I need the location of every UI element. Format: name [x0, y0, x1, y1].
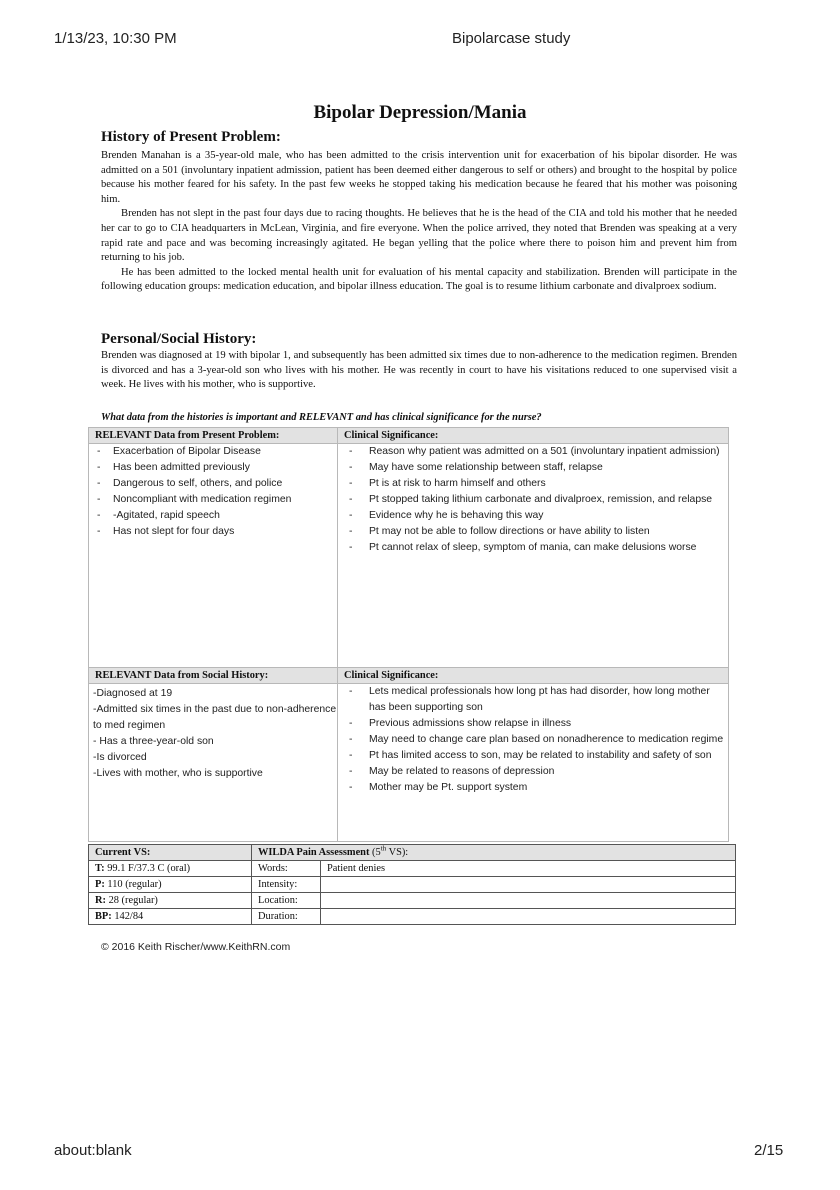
present-table-body — [89, 444, 729, 668]
vs-value: 99.1 F/37.3 C (oral) — [104, 863, 191, 874]
table-header-row — [89, 428, 729, 444]
wilda-subtitle — [372, 844, 409, 858]
present-data-item: - Exacerbation of Bipolar Disease — [89, 444, 337, 460]
present-significance-cell — [338, 444, 729, 668]
social-significance-item: - Lets medical professionals how long pt has had disorder, how long mother has been supporting son — [338, 684, 728, 716]
document-title: Bipolar Depression/Mania — [313, 102, 527, 123]
vs-value: 28 (regular) — [105, 895, 158, 906]
social-data-cell — [89, 684, 338, 842]
relevance-table — [88, 427, 729, 842]
vs-value: 110 (regular) — [104, 879, 162, 890]
pain-value — [321, 893, 736, 909]
social-data-item: -Lives with mother, who is supportive — [93, 768, 263, 779]
present-data-item: - -Agitated, rapid speech — [89, 508, 337, 524]
vs-row — [89, 909, 736, 925]
social-data-item: - Has a three-year-old son — [93, 736, 214, 747]
wilda-sub-post: VS): — [386, 847, 409, 858]
print-footer-page-count: 2/15 — [754, 1142, 784, 1159]
present-data-item: - Dangerous to self, others, and police — [89, 476, 337, 492]
present-significance-item: - Reason why patient was admitted on a 501 (involuntary inpatient admission) — [338, 444, 728, 460]
personal-paragraph: Brenden was diagnosed at 19 with bipolar 1, and subsequently has been admitted six times due to non-adherence to the medication regimen. Brenden is divorced and has a 3-year-old son who lives with his mother. He was recently in court to have his visitations reduced to one supervised visit a week. He lives with his mother, who is supportive. — [101, 350, 737, 391]
present-significance-item: - Pt cannot relax of sleep, symptom of mania, can make delusions worse — [338, 540, 728, 556]
pain-label: Location: — [252, 893, 321, 909]
table-header-row — [89, 668, 729, 684]
present-significance-item: - Pt is at risk to harm himself and others — [338, 476, 728, 492]
wilda-header — [252, 845, 736, 861]
present-significance-item: - Pt may not be able to follow directions or have ability to listen — [338, 524, 728, 540]
present-paragraph: Brenden has not slept in the past four days due to racing thoughts. He believes that he is the head of the CIA and told his mother that he needed her car to go to CIA headquarters in McLean, Virginia, and fire everyone. When the police arrived, they noted that Brenden was speaking at a very rapid rate and pace and was becoming increasingly agitated. He began yelling that the police where there to poison him and prevent him from returning to his job. — [101, 208, 737, 264]
wilda-title: WILDA Pain Assessment — [258, 847, 370, 858]
present-significance-item: - Evidence why he is behaving this way — [338, 508, 728, 524]
vs-cell — [89, 909, 252, 925]
pain-value — [321, 909, 736, 925]
present-problem-text — [101, 149, 737, 295]
vs-value: 142/84 — [111, 911, 144, 922]
wilda-sup: th — [380, 844, 387, 853]
present-significance-header: Clinical Significance: — [338, 428, 729, 444]
present-data-item: - Noncompliant with medication regimen — [89, 492, 337, 508]
present-data-item: - Has been admitted previously — [89, 460, 337, 476]
print-header-datetime: 1/13/23, 10:30 PM — [54, 30, 177, 47]
social-significance-cell — [338, 684, 729, 842]
vital-signs-table — [88, 844, 736, 925]
vs-label: T: — [95, 863, 105, 874]
present-data-cell — [89, 444, 338, 668]
social-significance-item: - Pt has limited access to son, may be related to instability and safety of son — [338, 748, 728, 764]
vs-cell — [89, 861, 252, 877]
social-data-item: -Is divorced — [93, 752, 147, 763]
pain-label: Intensity: — [252, 877, 321, 893]
print-footer-url: about:blank — [54, 1142, 132, 1159]
pain-label: Duration: — [252, 909, 321, 925]
social-significance-header: Clinical Significance: — [338, 668, 729, 684]
wilda-sub-pre: (5 — [372, 847, 381, 858]
social-data-list — [89, 684, 337, 782]
social-significance-item: - May need to change care plan based on nonadherence to medication regime — [338, 732, 728, 748]
relevance-question: What data from the histories is important and RELEVANT and has clinical significance for the nurse? — [101, 412, 542, 423]
current-vs-header: Current VS: — [89, 845, 252, 861]
vs-cell — [89, 877, 252, 893]
vs-row — [89, 861, 736, 877]
social-significance-item: - Previous admissions show relapse in illness — [338, 716, 728, 732]
present-significance-item: - Pt stopped taking lithium carbonate and divalproex, remission, and relapse — [338, 492, 728, 508]
copyright-notice: © 2016 Keith Rischer/www.KeithRN.com — [101, 941, 291, 953]
present-problem-heading: History of Present Problem: — [101, 129, 281, 145]
present-data-header: RELEVANT Data from Present Problem: — [89, 428, 338, 444]
vs-cell — [89, 893, 252, 909]
vs-row — [89, 877, 736, 893]
social-data-item: -Admitted six times in the past due to non-adherence to med regimen — [93, 704, 337, 731]
present-paragraph: Brenden Manahan is a 35-year-old male, who has been admitted to the crisis intervention unit for exacerbation of his bipolar disorder. He was admitted on a 501 (involuntary inpatient admission, patient has been deemed either dangerous to self or others) and brought to the hospital by police because his mother feared for his safety. In the past few weeks he stopped taking his medication because he feared that his mother was poisoning him. — [101, 150, 737, 205]
print-header-page-title: Bipolarcase study — [452, 30, 571, 47]
social-significance-item: - Mother may be Pt. support system — [338, 780, 728, 796]
personal-history-text — [101, 349, 737, 393]
present-significance-item: - May have some relationship between staff, relapse — [338, 460, 728, 476]
present-paragraph: He has been admitted to the locked mental health unit for evaluation of his mental capacity and stabilization. Brenden will participate in the following education groups: medication education, and bipolar illness education. The goal is to resume lithium carbonate and divalproex sodium. — [101, 266, 737, 293]
pain-label: Words: — [252, 861, 321, 877]
social-significance-item: - May be related to reasons of depression — [338, 764, 728, 780]
present-significance-list — [338, 444, 728, 556]
vs-row — [89, 893, 736, 909]
present-data-list — [89, 444, 337, 540]
pain-value: Patient denies — [321, 861, 736, 877]
social-data-header: RELEVANT Data from Social History: — [89, 668, 338, 684]
vs-header-row — [89, 845, 736, 861]
personal-history-heading: Personal/Social History: — [101, 331, 257, 347]
vs-rows — [89, 861, 736, 925]
pain-value — [321, 877, 736, 893]
social-table-body — [89, 684, 729, 842]
social-significance-list — [338, 684, 728, 796]
vs-label: BP: — [95, 911, 112, 922]
social-data-item: -Diagnosed at 19 — [93, 688, 173, 699]
vs-label: R: — [95, 895, 106, 906]
vs-label: P: — [95, 879, 105, 890]
present-data-item: - Has not slept for four days — [89, 524, 337, 540]
